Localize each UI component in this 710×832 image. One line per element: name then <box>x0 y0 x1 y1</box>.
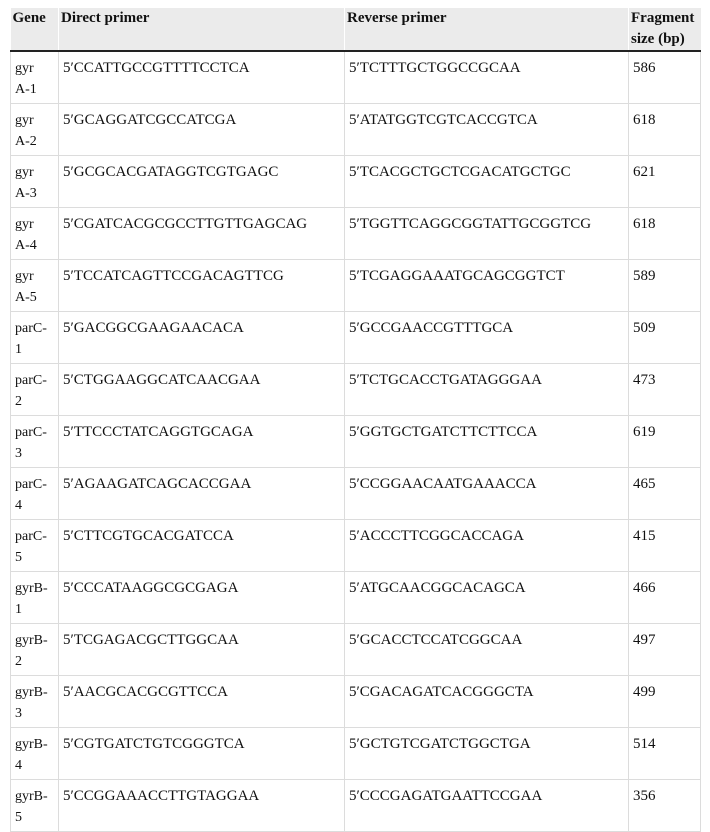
direct-primer-cell <box>59 364 345 416</box>
table-row <box>11 208 701 260</box>
reverse-primer-cell-text: 5′GCCGAACCGTTTGCA <box>349 320 514 336</box>
gene-cell-text: parC- <box>15 529 47 544</box>
header-direct-primer: Direct primer <box>59 8 345 51</box>
direct-primer-cell-text: 5′CTTCGTGCACGATCCA <box>63 528 234 544</box>
table-row <box>11 676 701 728</box>
gene-cell-text: gyrB- <box>15 737 48 752</box>
reverse-primer-cell-text: 5′GCTGTCGATCTGGCTGA <box>349 736 531 752</box>
fragment-size-cell-text: 586 <box>633 60 656 76</box>
gene-cell-text: 1 <box>15 342 22 357</box>
direct-primer-cell <box>59 416 345 468</box>
reverse-primer-cell-text: 5′TGGTTCAGGCGGTATTGCGGTCG <box>349 216 592 232</box>
gene-cell-text: gyr <box>15 165 34 180</box>
gene-cell-text: parC- <box>15 321 47 336</box>
direct-primer-cell <box>59 208 345 260</box>
gene-cell-text: parC- <box>15 425 47 440</box>
table-body <box>11 51 701 832</box>
gene-cell <box>11 572 59 624</box>
table-row <box>11 312 701 364</box>
fragment-size-cell <box>629 676 701 728</box>
gene-cell-text: 2 <box>15 394 22 409</box>
gene-cell-text: A-4 <box>15 238 37 253</box>
fragment-size-cell <box>629 312 701 364</box>
gene-cell-text: A-3 <box>15 186 37 201</box>
direct-primer-cell-text: 5′TCCATCAGTTCCGACAGTTCG <box>63 268 284 284</box>
direct-primer-cell-text: 5′CGATCACGCGCCTTGTTGAGCAG <box>63 216 308 232</box>
gene-cell <box>11 416 59 468</box>
reverse-primer-cell-text: 5′ACCCTTCGGCACCAGA <box>349 528 524 544</box>
gene-cell-text: 5 <box>15 550 22 565</box>
table-row <box>11 104 701 156</box>
gene-cell-text: 4 <box>15 758 22 773</box>
table-row <box>11 364 701 416</box>
table-row <box>11 51 701 104</box>
gene-cell <box>11 156 59 208</box>
header-reverse-primer: Reverse primer <box>345 8 629 51</box>
fragment-size-cell-text: 621 <box>633 164 656 180</box>
fragment-size-cell-text: 466 <box>633 580 656 596</box>
reverse-primer-cell-text: 5′ATGCAACGGCACAGCA <box>349 580 526 596</box>
fragment-size-cell <box>629 104 701 156</box>
header-fragment-size <box>629 8 701 51</box>
direct-primer-cell <box>59 624 345 676</box>
reverse-primer-cell <box>345 728 629 780</box>
direct-primer-cell <box>59 676 345 728</box>
header-gene: Gene <box>11 8 59 51</box>
fragment-size-cell-text: 589 <box>633 268 656 284</box>
direct-primer-cell-text: 5′GCGCACGATAGGTCGTGAGC <box>63 164 279 180</box>
reverse-primer-cell <box>345 156 629 208</box>
table-row <box>11 260 701 312</box>
reverse-primer-cell <box>345 676 629 728</box>
gene-cell-text: A-1 <box>15 82 37 97</box>
table-header <box>11 8 701 51</box>
header-fragment-line1: Fragment <box>631 10 695 26</box>
reverse-primer-cell-text: 5′ATATGGTCGTCACCGTCA <box>349 112 538 128</box>
fragment-size-cell <box>629 51 701 104</box>
fragment-size-cell-text: 509 <box>633 320 656 336</box>
primer-table <box>10 8 701 832</box>
table-row <box>11 780 701 832</box>
fragment-size-cell <box>629 260 701 312</box>
gene-cell <box>11 780 59 832</box>
direct-primer-cell-text: 5′TTCCCTATCAGGTGCAGA <box>63 424 254 440</box>
direct-primer-cell <box>59 572 345 624</box>
direct-primer-cell-text: 5′CGTGATCTGTCGGGTCA <box>63 736 245 752</box>
table-row <box>11 156 701 208</box>
table-row <box>11 416 701 468</box>
gene-cell-text: gyr <box>15 269 34 284</box>
reverse-primer-cell-text: 5′CCGGAACAATGAAACCA <box>349 476 537 492</box>
table-row <box>11 468 701 520</box>
fragment-size-cell <box>629 780 701 832</box>
gene-cell-text: gyr <box>15 217 34 232</box>
gene-cell-text: gyrB- <box>15 685 48 700</box>
fragment-size-cell <box>629 572 701 624</box>
direct-primer-cell-text: 5′GCAGGATCGCCATCGA <box>63 112 237 128</box>
reverse-primer-cell <box>345 208 629 260</box>
reverse-primer-cell <box>345 260 629 312</box>
reverse-primer-cell-text: 5′CGACAGATCACGGGCTA <box>349 684 534 700</box>
gene-cell-text: gyrB- <box>15 789 48 804</box>
gene-cell <box>11 676 59 728</box>
direct-primer-cell-text: 5′CCGGAAACCTTGTAGGAA <box>63 788 260 804</box>
reverse-primer-cell-text: 5′TCTTTGCTGGCCGCAA <box>349 60 521 76</box>
direct-primer-cell-text: 5′CCCATAAGGCGCGAGA <box>63 580 239 596</box>
direct-primer-cell-text: 5′AGAAGATCAGCACCGAA <box>63 476 252 492</box>
gene-cell-text: gyrB- <box>15 633 48 648</box>
gene-cell-text: gyr <box>15 61 34 76</box>
gene-cell <box>11 520 59 572</box>
gene-cell-text: gyr <box>15 113 34 128</box>
gene-cell-text: 3 <box>15 446 22 461</box>
fragment-size-cell <box>629 468 701 520</box>
header-fragment-line2: size (bp) <box>631 31 685 47</box>
table-row <box>11 572 701 624</box>
direct-primer-cell <box>59 468 345 520</box>
gene-cell-text: 3 <box>15 706 22 721</box>
gene-cell <box>11 208 59 260</box>
fragment-size-cell-text: 465 <box>633 476 656 492</box>
gene-cell-text: 1 <box>15 602 22 617</box>
reverse-primer-cell <box>345 520 629 572</box>
gene-cell <box>11 51 59 104</box>
direct-primer-cell <box>59 520 345 572</box>
reverse-primer-cell-text: 5′TCACGCTGCTCGACATGCTGC <box>349 164 571 180</box>
direct-primer-cell <box>59 312 345 364</box>
fragment-size-cell-text: 619 <box>633 424 656 440</box>
gene-cell <box>11 104 59 156</box>
gene-cell <box>11 728 59 780</box>
gene-cell <box>11 364 59 416</box>
direct-primer-cell-text: 5′CTGGAAGGCATCAACGAA <box>63 372 261 388</box>
reverse-primer-cell <box>345 624 629 676</box>
fragment-size-cell-text: 473 <box>633 372 656 388</box>
gene-cell <box>11 624 59 676</box>
fragment-size-cell-text: 618 <box>633 112 656 128</box>
fragment-size-cell <box>629 624 701 676</box>
table-row <box>11 728 701 780</box>
direct-primer-cell <box>59 156 345 208</box>
gene-cell <box>11 260 59 312</box>
direct-primer-cell-text: 5′AACGCACGCGTTCCA <box>63 684 228 700</box>
reverse-primer-cell-text: 5′TCGAGGAAATGCAGCGGTCT <box>349 268 565 284</box>
direct-primer-cell-text: 5′TCGAGACGCTTGGCAA <box>63 632 239 648</box>
table-row <box>11 624 701 676</box>
gene-cell-text: parC- <box>15 373 47 388</box>
direct-primer-cell <box>59 780 345 832</box>
gene-cell-text: A-2 <box>15 134 37 149</box>
gene-cell-text: gyrB- <box>15 581 48 596</box>
reverse-primer-cell <box>345 312 629 364</box>
reverse-primer-cell-text: 5′GCACCTCCATCGGCAA <box>349 632 523 648</box>
reverse-primer-cell-text: 5′CCCGAGATGAATTCCGAA <box>349 788 543 804</box>
gene-cell-text: 2 <box>15 654 22 669</box>
gene-cell <box>11 312 59 364</box>
direct-primer-cell-text: 5′CCATTGCCGTTTTCCTCA <box>63 60 250 76</box>
fragment-size-cell-text: 514 <box>633 736 656 752</box>
fragment-size-cell-text: 499 <box>633 684 656 700</box>
direct-primer-cell <box>59 104 345 156</box>
header-row <box>11 8 701 51</box>
fragment-size-cell <box>629 208 701 260</box>
gene-cell-text: 5 <box>15 810 22 825</box>
fragment-size-cell <box>629 520 701 572</box>
reverse-primer-cell <box>345 364 629 416</box>
fragment-size-cell-text: 497 <box>633 632 656 648</box>
reverse-primer-cell-text: 5′TCTGCACCTGATAGGGAA <box>349 372 542 388</box>
direct-primer-cell <box>59 728 345 780</box>
table-row <box>11 520 701 572</box>
reverse-primer-cell <box>345 416 629 468</box>
reverse-primer-cell <box>345 468 629 520</box>
fragment-size-cell <box>629 416 701 468</box>
fragment-size-cell-text: 415 <box>633 528 656 544</box>
reverse-primer-cell-text: 5′GGTGCTGATCTTCTTCCA <box>349 424 538 440</box>
fragment-size-cell-text: 618 <box>633 216 656 232</box>
gene-cell-text: 4 <box>15 498 22 513</box>
fragment-size-cell <box>629 364 701 416</box>
fragment-size-cell-text: 356 <box>633 788 656 804</box>
direct-primer-cell <box>59 260 345 312</box>
gene-cell-text: A-5 <box>15 290 37 305</box>
direct-primer-cell-text: 5′GACGGCGAAGAACACA <box>63 320 244 336</box>
direct-primer-cell <box>59 51 345 104</box>
gene-cell <box>11 468 59 520</box>
gene-cell-text: parC- <box>15 477 47 492</box>
reverse-primer-cell <box>345 780 629 832</box>
fragment-size-cell <box>629 156 701 208</box>
reverse-primer-cell <box>345 572 629 624</box>
reverse-primer-cell <box>345 51 629 104</box>
reverse-primer-cell <box>345 104 629 156</box>
fragment-size-cell <box>629 728 701 780</box>
